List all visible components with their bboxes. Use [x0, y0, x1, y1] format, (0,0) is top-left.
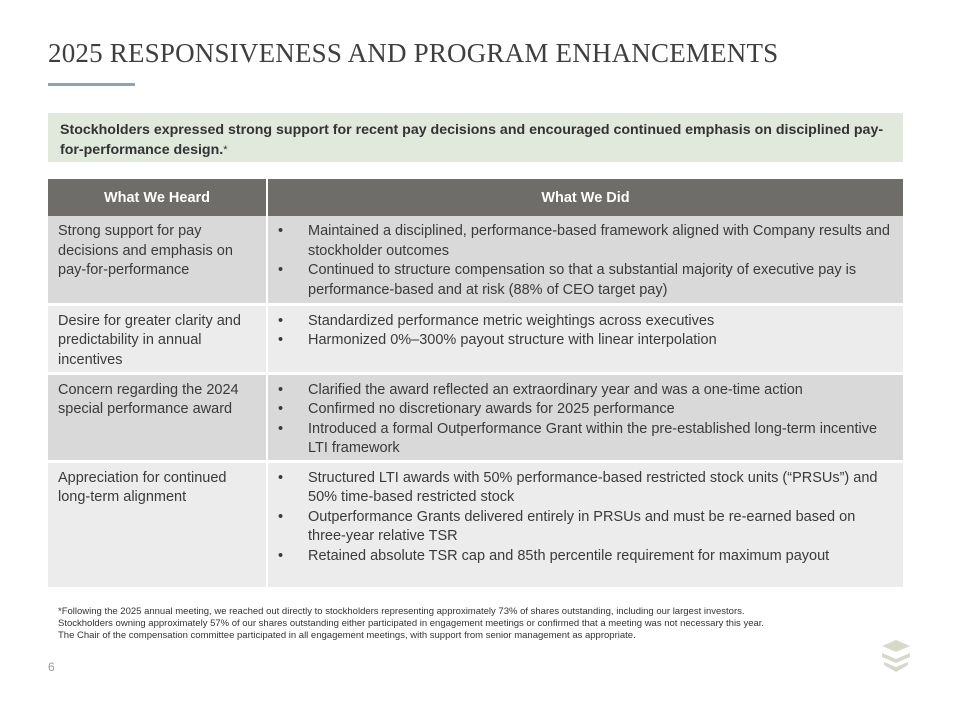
footnote [58, 606, 888, 642]
stacked-chevrons-logo-icon [880, 638, 912, 674]
footnote-line: The Chair of the compensation committee participated in all engagement meetings, with support from senior management as appropriate. [58, 630, 636, 641]
action-text: Clarified the award reflected an extraordinary year and was a one-time action [308, 381, 803, 398]
callout-text: Stockholders expressed strong support for recent pay decisions and encouraged continued emphasis on disciplined pay-for-performance design. [60, 122, 884, 158]
heard-cell: Concern regarding the 2024 special performance award [48, 373, 267, 461]
heard-cell: Desire for greater clarity and predictability in annual incentives [48, 304, 267, 373]
page-number: 6 [48, 660, 55, 674]
title-underline [48, 83, 135, 86]
did-cell [267, 373, 903, 461]
bullet-icon: • [278, 223, 284, 239]
action-text: Standardized performance metric weightings across executives [308, 312, 715, 329]
did-cell [267, 461, 903, 588]
action-item [278, 261, 893, 300]
action-item [278, 420, 893, 459]
heard-cell: Appreciation for continued long-term alignment [48, 461, 267, 588]
bullet-icon: • [278, 420, 284, 437]
heard-cell: Strong support for pay decisions and emphasis on pay-for-performance [48, 216, 267, 304]
table-row [48, 304, 903, 373]
action-item [278, 381, 893, 401]
action-list [278, 469, 893, 567]
action-item [278, 222, 893, 261]
action-text: Retained absolute TSR cap and 85th percentile requirement for maximum payout [308, 547, 830, 564]
bullet-icon: • [278, 262, 284, 278]
slide-title: 2025 RESPONSIVENESS AND PROGRAM ENHANCEMENTS [48, 38, 779, 68]
action-item [278, 508, 893, 547]
action-text: Continued to structure compensation so that a substantial majority of executive pay is performance-based and at risk (88% of CEO target pay) [308, 262, 857, 298]
did-cell [267, 304, 903, 373]
bullet-icon: • [278, 312, 284, 329]
bullet-icon: • [278, 401, 284, 417]
action-text: Introduced a formal Outperformance Grant within the pre-established long-term incentive LTI framework [308, 420, 878, 456]
action-item [278, 312, 893, 332]
action-item [278, 331, 893, 351]
table-row [48, 373, 903, 461]
action-text: Structured LTI awards with 50% performance-based restricted stock units (“PRSUs”) and 50% time-based restricted stock [308, 469, 878, 505]
action-text: Confirmed no discretionary awards for 2025 performance [308, 401, 675, 417]
header-what-we-heard: What We Heard [48, 179, 267, 216]
bullet-icon: • [278, 381, 284, 398]
action-list [278, 381, 893, 459]
action-text: Harmonized 0%–300% payout structure with linear interpolation [308, 332, 717, 348]
callout-footnote-marker: * [223, 144, 228, 156]
action-list [278, 222, 893, 300]
table-row [48, 461, 903, 588]
bullet-icon: • [278, 547, 284, 564]
bullet-icon: • [278, 508, 284, 525]
table-header-row [48, 179, 903, 216]
action-text: Outperformance Grants delivered entirely in PRSUs and must be re-earned based on three-year relative TSR [308, 508, 856, 544]
action-item [278, 469, 893, 508]
action-item [278, 400, 893, 420]
footnote-line: Stockholders owning approximately 57% of our shares outstanding either participated in engagement meetings or confirmed that a meeting was not necessary this year. [58, 618, 765, 629]
footnote-line: *Following the 2025 annual meeting, we reached out directly to stockholders representing approximately 73% of shares outstanding, including our largest investors. [58, 606, 745, 617]
key-message-callout [48, 113, 903, 162]
responsiveness-table [48, 179, 903, 590]
bullet-icon: • [278, 469, 284, 486]
action-text: Maintained a disciplined, performance-based framework aligned with Company results and stockholder outcomes [308, 223, 890, 259]
action-item [278, 547, 893, 567]
did-cell [267, 216, 903, 304]
table-row [48, 216, 903, 304]
header-what-we-did: What We Did [267, 179, 903, 216]
action-list [278, 312, 893, 351]
bullet-icon: • [278, 332, 284, 348]
